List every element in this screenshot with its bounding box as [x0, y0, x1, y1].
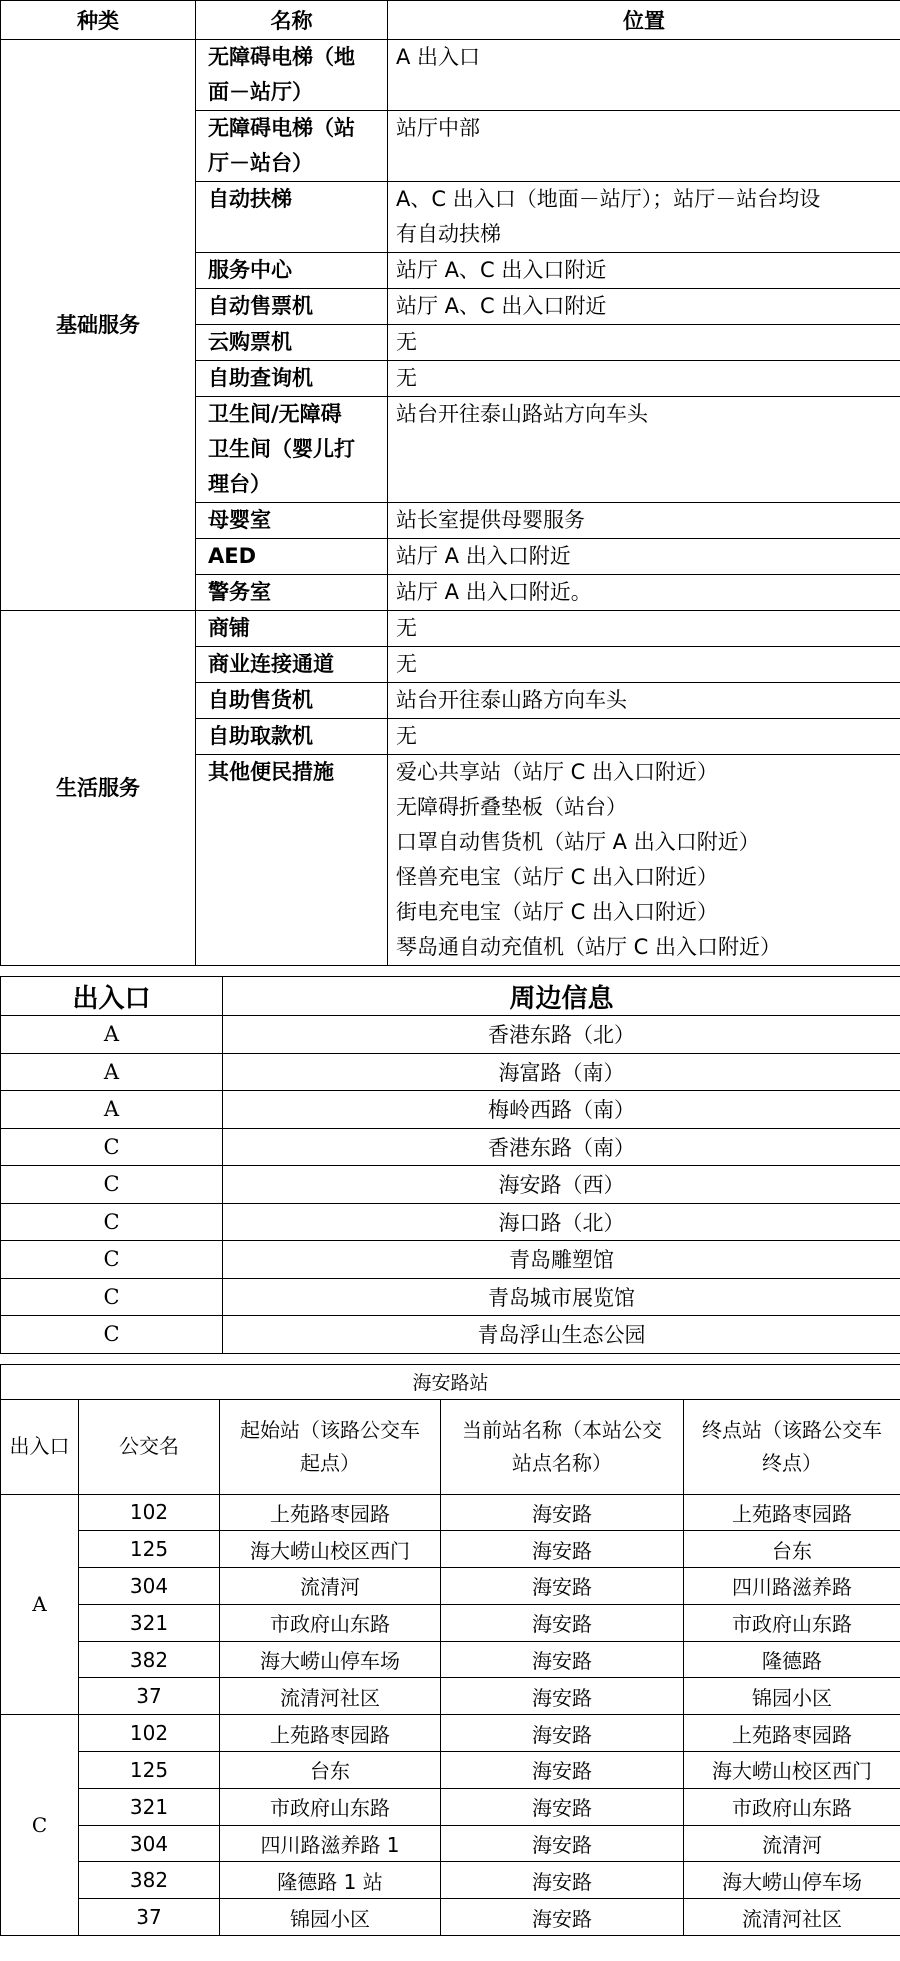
exit-cell: C: [1, 1316, 223, 1354]
end-stop-cell: 市政府山东路: [684, 1604, 900, 1641]
text-line: 终点）: [762, 1450, 823, 1475]
current-stop-cell: 海安路: [441, 1862, 684, 1899]
col-header-location: 位置: [388, 1, 900, 40]
bus-exit-cell: C: [1, 1715, 79, 1936]
text-line: 有自动扶梯: [396, 222, 501, 246]
text-line: 无: [396, 616, 417, 640]
service-location: [388, 325, 900, 361]
exit-cell: C: [1, 1203, 223, 1241]
surroundings-row: [1, 1241, 900, 1279]
service-location: [388, 253, 900, 289]
current-stop-cell: 海安路: [441, 1825, 684, 1862]
exit-cell: A: [1, 1016, 223, 1054]
surroundings-info-cell: 海富路（南）: [223, 1053, 900, 1091]
text-line: 卫生间（婴儿打: [208, 437, 355, 461]
bus-row: [1, 1788, 900, 1825]
text-line: AED: [208, 544, 257, 568]
current-stop-cell: 海安路: [441, 1678, 684, 1715]
text-line: 自助查询机: [208, 366, 313, 390]
surroundings-info-cell: 青岛浮山生态公园: [223, 1316, 900, 1354]
text-line: 理台）: [208, 472, 271, 496]
surroundings-row: [1, 1053, 900, 1091]
service-location: [388, 111, 900, 182]
service-table: [0, 0, 900, 966]
start-stop-cell: 上苑路枣园路: [220, 1494, 441, 1531]
col-header-end-stop: [684, 1399, 900, 1494]
text-line: 站厅 A、C 出入口附近: [396, 294, 607, 318]
end-stop-cell: 上苑路枣园路: [684, 1494, 900, 1531]
bus-line-cell: 304: [79, 1825, 220, 1862]
end-stop-cell: 市政府山东路: [684, 1788, 900, 1825]
start-stop-cell: 隆德路 1 站: [220, 1862, 441, 1899]
end-stop-cell: 流清河社区: [684, 1899, 900, 1936]
text-line: 无: [396, 366, 417, 390]
current-stop-cell: 海安路: [441, 1899, 684, 1936]
text-line: 琴岛通自动充值机（站厅 C 出入口附近）: [396, 935, 782, 959]
col-header-surroundings: 周边信息: [223, 977, 900, 1016]
text-line: 云购票机: [208, 330, 292, 354]
end-stop-cell: 四川路滋养路: [684, 1568, 900, 1605]
bus-row: [1, 1531, 900, 1568]
text-line: 站厅中部: [396, 116, 480, 140]
bus-row: [1, 1825, 900, 1862]
start-stop-cell: 市政府山东路: [220, 1604, 441, 1641]
text-line: 站点名称）: [512, 1450, 612, 1475]
end-stop-cell: 锦园小区: [684, 1678, 900, 1715]
service-location: [388, 397, 900, 503]
text-line: 终点站（该路公交车: [702, 1417, 883, 1442]
text-line: 商业连接通道: [208, 652, 334, 676]
start-stop-cell: 海大崂山停车场: [220, 1641, 441, 1678]
bus-row: [1, 1494, 900, 1531]
text-line: 其他便民措施: [208, 760, 334, 784]
text-line: 厅－站台）: [208, 151, 313, 175]
surroundings-info-cell: 青岛城市展览馆: [223, 1278, 900, 1316]
current-stop-cell: 海安路: [441, 1715, 684, 1752]
bus-header-row: [1, 1399, 900, 1494]
surroundings-info-cell: 海安路（西）: [223, 1166, 900, 1204]
service-name: [196, 503, 388, 539]
start-stop-cell: 上苑路枣园路: [220, 1715, 441, 1752]
text-line: 站厅 A 出入口附近: [396, 544, 571, 568]
surroundings-table: [0, 976, 900, 1354]
service-name: [196, 611, 388, 647]
service-location: [388, 611, 900, 647]
start-stop-cell: 市政府山东路: [220, 1788, 441, 1825]
service-name: [196, 253, 388, 289]
text-line: 起始站（该路公交车: [240, 1417, 420, 1442]
surroundings-row: [1, 1166, 900, 1204]
bus-line-cell: 125: [79, 1752, 220, 1789]
bus-row: [1, 1752, 900, 1789]
bus-line-cell: 37: [79, 1678, 220, 1715]
start-stop-cell: 流清河: [220, 1568, 441, 1605]
bus-line-cell: 102: [79, 1715, 220, 1752]
text-line: 无障碍折叠垫板（站台）: [396, 795, 627, 819]
text-line: A、C 出入口（地面－站厅）；站厅－站台均设: [396, 187, 821, 211]
end-stop-cell: 隆德路: [684, 1641, 900, 1678]
end-stop-cell: 流清河: [684, 1825, 900, 1862]
station-title: 海安路站: [1, 1364, 900, 1399]
service-location: [388, 575, 900, 611]
text-line: 无: [396, 330, 417, 354]
text-line: 面－站厅）: [208, 80, 313, 104]
text-line: 警务室: [208, 580, 271, 604]
text-line: 商铺: [208, 616, 250, 640]
col-header-bus-exit: [1, 1399, 79, 1494]
bus-row: [1, 1862, 900, 1899]
text-line: 街电充电宝（站厅 C 出入口附近）: [396, 900, 719, 924]
bus-line-cell: 382: [79, 1862, 220, 1899]
text-line: 站厅 A 出入口附近。: [396, 580, 592, 604]
current-stop-cell: 海安路: [441, 1494, 684, 1531]
start-stop-cell: 四川路滋养路 1: [220, 1825, 441, 1862]
bus-line-cell: 102: [79, 1494, 220, 1531]
service-name: [196, 111, 388, 182]
bus-table: [0, 1364, 900, 1937]
service-name: [196, 325, 388, 361]
service-name: [196, 719, 388, 755]
text-line: 爱心共享站（站厅 C 出入口附近）: [396, 760, 719, 784]
bus-line-cell: 321: [79, 1604, 220, 1641]
current-stop-cell: 海安路: [441, 1531, 684, 1568]
bus-line-cell: 304: [79, 1568, 220, 1605]
surroundings-row: [1, 1016, 900, 1054]
bus-line-cell: 125: [79, 1531, 220, 1568]
exit-cell: C: [1, 1241, 223, 1279]
text-line: A 出入口: [396, 45, 481, 69]
surroundings-info-cell: 香港东路（北）: [223, 1016, 900, 1054]
current-stop-cell: 海安路: [441, 1788, 684, 1825]
exit-cell: A: [1, 1091, 223, 1129]
surroundings-row: [1, 1128, 900, 1166]
text-line: 卫生间/无障碍: [208, 402, 342, 426]
bus-row: [1, 1899, 900, 1936]
col-header-current-stop: [441, 1399, 684, 1494]
service-name: [196, 755, 388, 966]
text-line: 当前站名称（本站公交: [462, 1417, 662, 1442]
service-location: [388, 647, 900, 683]
text-line: 无障碍电梯（站: [208, 116, 355, 140]
text-line: 自助取款机: [208, 724, 313, 748]
current-stop-cell: 海安路: [441, 1641, 684, 1678]
col-header-bus-line: [79, 1399, 220, 1494]
service-name: [196, 289, 388, 325]
surroundings-info-cell: 梅岭西路（南）: [223, 1091, 900, 1129]
surroundings-info-cell: 海口路（北）: [223, 1203, 900, 1241]
surroundings-row: [1, 1316, 900, 1354]
bus-row: [1, 1568, 900, 1605]
service-location: [388, 182, 900, 253]
current-stop-cell: 海安路: [441, 1568, 684, 1605]
text-line: 站厅 A、C 出入口附近: [396, 258, 607, 282]
text-line: 公交名: [119, 1434, 179, 1458]
bus-row: [1, 1641, 900, 1678]
text-line: 无: [396, 724, 417, 748]
bus-row: [1, 1715, 900, 1752]
service-name: [196, 397, 388, 503]
surroundings-info-cell: 青岛雕塑馆: [223, 1241, 900, 1279]
exit-cell: C: [1, 1166, 223, 1204]
service-row: [1, 611, 900, 647]
text-line: 出入口: [9, 1434, 70, 1458]
end-stop-cell: 台东: [684, 1531, 900, 1568]
surroundings-info-cell: 香港东路（南）: [223, 1128, 900, 1166]
service-location: [388, 539, 900, 575]
text-line: 站台开往泰山路方向车头: [396, 688, 627, 712]
text-line: 自动扶梯: [208, 187, 292, 211]
end-stop-cell: 上苑路枣园路: [684, 1715, 900, 1752]
service-name: [196, 361, 388, 397]
category-life-services: 生活服务: [1, 611, 196, 966]
service-location: [388, 40, 900, 111]
exit-cell: A: [1, 1053, 223, 1091]
text-line: 站长室提供母婴服务: [396, 508, 585, 532]
col-header-category: 种类: [1, 1, 196, 40]
text-line: 怪兽充电宝（站厅 C 出入口附近）: [396, 865, 719, 889]
start-stop-cell: 流清河社区: [220, 1678, 441, 1715]
service-name: [196, 182, 388, 253]
bus-line-cell: 321: [79, 1788, 220, 1825]
text-line: 母婴室: [208, 508, 271, 532]
text-line: 无障碍电梯（地: [208, 45, 355, 69]
service-name: [196, 40, 388, 111]
service-name: [196, 683, 388, 719]
surroundings-row: [1, 1278, 900, 1316]
bus-row: [1, 1678, 900, 1715]
bus-exit-cell: A: [1, 1494, 79, 1715]
text-line: 口罩自动售货机（站厅 A 出入口附近）: [396, 830, 760, 854]
current-stop-cell: 海安路: [441, 1752, 684, 1789]
bus-line-cell: 382: [79, 1641, 220, 1678]
col-header-name: 名称: [196, 1, 388, 40]
text-line: 自助售货机: [208, 688, 313, 712]
category-basic-services: 基础服务: [1, 40, 196, 611]
service-name: [196, 575, 388, 611]
end-stop-cell: 海大崂山停车场: [684, 1862, 900, 1899]
service-row: [1, 40, 900, 111]
bus-row: [1, 1604, 900, 1641]
service-location: [388, 755, 900, 966]
service-location: [388, 289, 900, 325]
bus-line-cell: 37: [79, 1899, 220, 1936]
service-location: [388, 361, 900, 397]
text-line: 服务中心: [208, 258, 292, 282]
col-header-start-stop: [220, 1399, 441, 1494]
service-location: [388, 503, 900, 539]
start-stop-cell: 台东: [220, 1752, 441, 1789]
current-stop-cell: 海安路: [441, 1604, 684, 1641]
surroundings-row: [1, 1203, 900, 1241]
surroundings-row: [1, 1091, 900, 1129]
text-line: 自动售票机: [208, 294, 313, 318]
start-stop-cell: 海大崂山校区西门: [220, 1531, 441, 1568]
service-name: [196, 647, 388, 683]
text-line: 起点）: [300, 1450, 360, 1475]
service-name: [196, 539, 388, 575]
text-line: 无: [396, 652, 417, 676]
start-stop-cell: 锦园小区: [220, 1899, 441, 1936]
service-location: [388, 683, 900, 719]
exit-cell: C: [1, 1278, 223, 1316]
exit-cell: C: [1, 1128, 223, 1166]
end-stop-cell: 海大崂山校区西门: [684, 1752, 900, 1789]
text-line: 站台开往泰山路站方向车头: [396, 402, 648, 426]
col-header-exit: 出入口: [1, 977, 223, 1016]
service-location: [388, 719, 900, 755]
